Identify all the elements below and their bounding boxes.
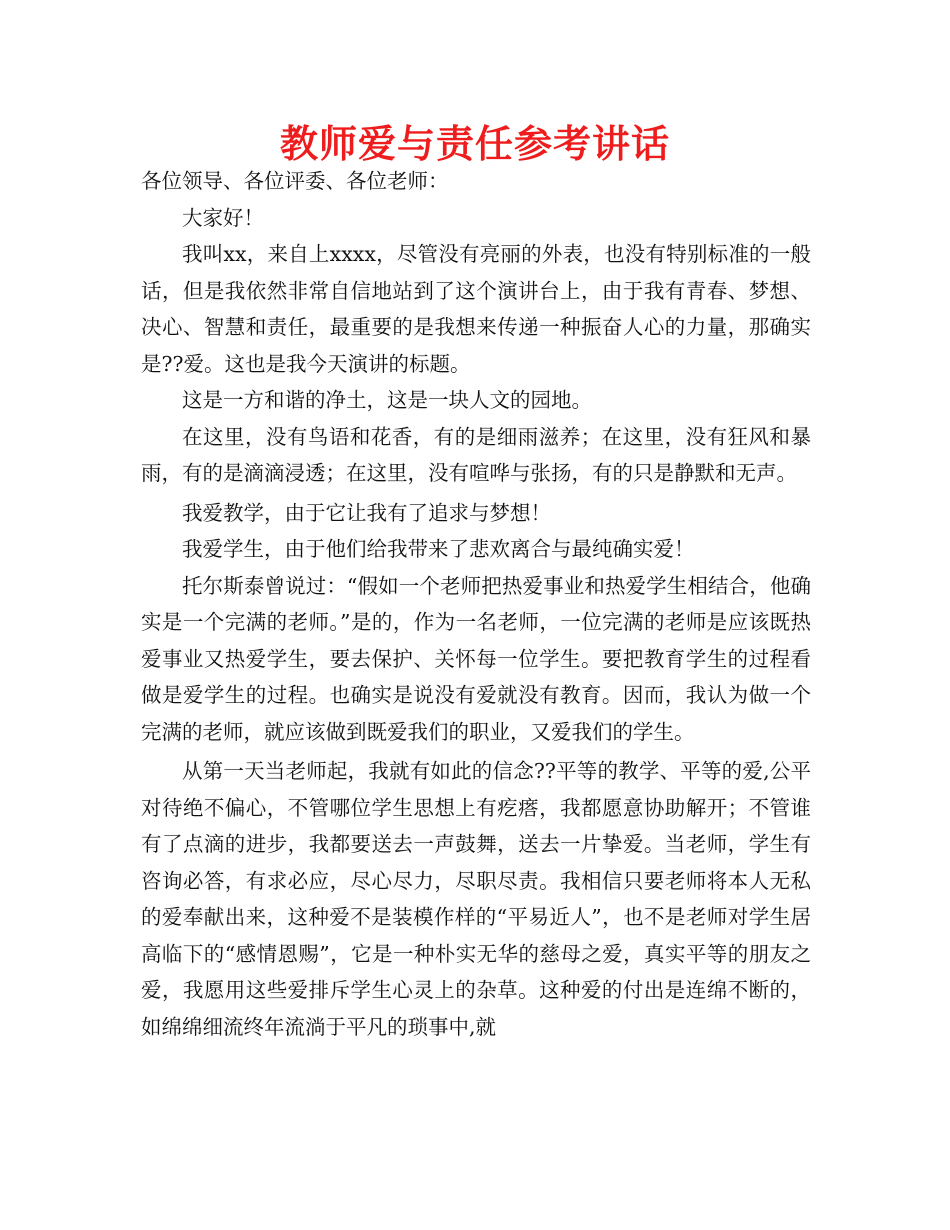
paragraph-love-teaching: 我爱教学，由于它让我有了追求与梦想！ — [182, 500, 551, 525]
salutation: 各位领导、各位评委、各位老师： — [141, 169, 449, 193]
paragraph-introduction: 我叫xx，来自上xxxx，尽管没有亮丽的外表，也没有特别标准的一般话，但是我依然非常自信地站到了这个演讲台上，由于我有青春、梦想、决心、智慧和责任，最重要的是我想来传递一种振奋人心的力量，那确实是??爱。这也是我今天演讲的标题。 — [141, 242, 811, 376]
paragraph-tolstoy-quote: 托尔斯泰曾说过：“假如一个老师把热爱事业和热爱学生相结合，他确实是一个完满的老师。”是的，作为一名老师，一位完满的老师是应该既热爱事业又热爱学生，要去保护、关怀每一位学生。要把教育学生的过程看做是爱学生的过程。也确实是说没有爱就没有教育。因而，我认为做一个完满的老师，就应该做到既爱我们的职业，又爱我们的学生。 — [141, 573, 811, 744]
document-body — [141, 163, 811, 1045]
paragraph-pure-land: 这是一方和谐的净土，这是一块人文的园地。 — [182, 388, 592, 412]
paragraph-here: 在这里，没有鸟语和花香，有的是细雨滋养；在这里，没有狂风和暴雨，有的是滴滴浸透；在这里，没有喧哗与张扬，有的只是静默和无声。 — [141, 424, 811, 485]
paragraph-first-day: 从第一天当老师起，我就有如此的信念??平等的教学、平等的爱,公平对待绝不偏心，不管哪位学生思想上有疙瘩，我都愿意协助解开；不管谁有了点滴的进步，我都要送去一声鼓舞，送去一片挚爱。当老师，学生有咨询必答，有求必应，尽心尽力，尽职尽责。我相信只要老师将本人无私的爱奉献出来，这种爱不是装模作样的“平易近人”，也不是老师对学生居高临下的“感情恩赐”，它是一种朴实无华的慈母之爱，真实平等的朋友之爱，我愿用这些爱排斥学生心灵上的杂草。这种爱的付出是连绵不断的，如绵绵细流终年流淌于平凡的琐事中,就 — [141, 759, 811, 1039]
paragraph-greeting: 大家好！ — [182, 205, 264, 230]
document-title: 教师爱与责任参考讲话 — [279, 122, 670, 166]
paragraph-love-students: 我爱学生，由于他们给我带来了悲欢离合与最纯确实爱！ — [182, 537, 695, 561]
